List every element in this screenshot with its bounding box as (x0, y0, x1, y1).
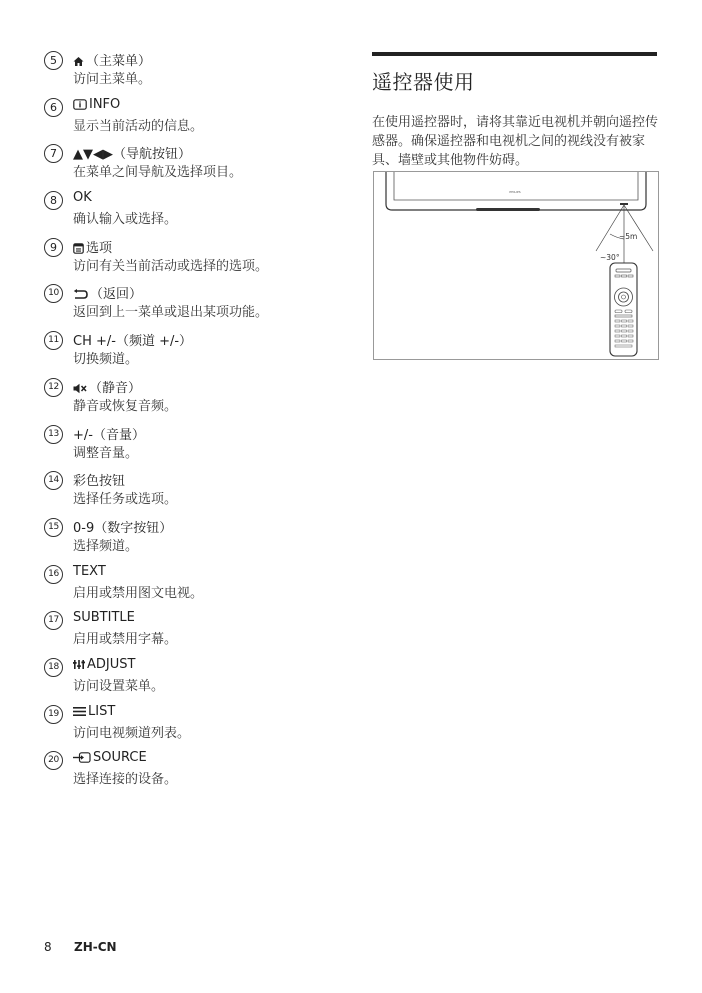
item-number: 20 (44, 751, 63, 770)
item-title (73, 750, 147, 765)
list-item (44, 468, 344, 515)
item-description: 访问主菜单。 (73, 72, 152, 87)
page-footer (44, 940, 117, 954)
home-icon (73, 56, 84, 67)
item-number: 5 (44, 51, 63, 70)
page-number: 8 (44, 940, 52, 954)
item-title-text: 选项 (86, 240, 113, 256)
item-title-text: （主菜单） (86, 54, 152, 69)
item-number: 12 (44, 378, 63, 397)
mute-icon (73, 383, 87, 394)
item-title: CH +/-（频道 +/-） (73, 334, 193, 350)
item-number: 7 (44, 144, 63, 163)
item-description: 访问有关当前活动或选择的选项。 (73, 258, 269, 274)
item-description: 切换频道。 (73, 352, 139, 368)
list-item (44, 748, 344, 795)
list-item (44, 281, 344, 328)
list-item (44, 188, 344, 235)
item-title (73, 97, 120, 112)
button-description-list (44, 48, 344, 795)
item-title (73, 657, 135, 672)
item-title: ▲▼◀▶（导航按钮） (73, 147, 191, 163)
item-title-text: （静音） (89, 380, 142, 396)
options-icon (73, 243, 84, 254)
item-title: OK (73, 190, 92, 206)
item-description: 启用或禁用字幕。 (73, 632, 178, 648)
list-item (44, 235, 344, 282)
item-description: 访问电视频道列表。 (73, 725, 191, 741)
item-number: 6 (44, 98, 63, 117)
item-description: 确认输入或选择。 (73, 212, 178, 228)
item-description: 选择频道。 (73, 538, 139, 554)
item-number: 8 (44, 191, 63, 210)
item-description: 返回到上一菜单或退出某项功能。 (73, 305, 269, 321)
item-number: 18 (44, 658, 63, 677)
item-number: 17 (44, 611, 63, 630)
list-item (44, 608, 344, 655)
item-number: 15 (44, 518, 63, 537)
list-item (44, 95, 344, 142)
item-title-text: （返回） (90, 287, 143, 303)
list-icon (73, 706, 86, 717)
source-icon (73, 752, 91, 763)
item-number: 19 (44, 705, 63, 724)
item-description: 启用或禁用图文电视。 (73, 585, 204, 601)
list-item (44, 515, 344, 562)
ir-sensor (620, 203, 628, 205)
item-number: 13 (44, 425, 63, 444)
item-title: +/-（音量） (73, 427, 145, 443)
item-description: 选择任务或选项。 (73, 492, 178, 508)
item-title: TEXT (73, 563, 106, 579)
item-title (73, 704, 115, 719)
info-icon (73, 99, 87, 110)
adjust-icon (73, 659, 85, 670)
list-item (44, 375, 344, 422)
remote-usage-section (372, 52, 659, 170)
section-paragraph: 在使用遥控器时，请将其靠近电视机并朝向遥控传感器。确保遥控器和电视机之间的视线没有被家具、墙壁或其他物件妨碍。 (372, 115, 659, 168)
item-number: 14 (44, 471, 63, 490)
list-item (44, 141, 344, 188)
item-description: 显示当前活动的信息。 (73, 118, 204, 134)
back-icon (73, 289, 88, 300)
item-title: 0-9（数字按钮） (73, 520, 173, 536)
item-number: 10 (44, 284, 63, 303)
item-number: 16 (44, 565, 63, 584)
list-item (44, 655, 344, 702)
item-title-text: ADJUST (87, 656, 136, 672)
item-title (73, 237, 112, 256)
list-item (44, 702, 344, 749)
item-title-text: SOURCE (93, 750, 147, 766)
angle-label: ~30° (600, 253, 620, 262)
item-description: 访问设置菜单。 (73, 678, 165, 694)
illustration-svg (374, 172, 658, 359)
item-title: SUBTITLE (73, 610, 135, 626)
list-item (44, 328, 344, 375)
item-title-text: INFO (89, 96, 121, 112)
item-number: 9 (44, 238, 63, 257)
item-title (73, 283, 142, 302)
section-heading: 遥控器使用 (372, 70, 475, 94)
item-description: 在菜单之间导航及选择项目。 (73, 165, 243, 181)
item-description: 选择连接的设备。 (73, 772, 178, 788)
item-title: 彩色按钮 (73, 474, 126, 490)
item-number: 11 (44, 331, 63, 350)
item-description: 调整音量。 (73, 445, 139, 461)
remote-usage-illustration (373, 171, 659, 360)
remote-control (610, 263, 637, 356)
item-description: 静音或恢复音频。 (73, 398, 178, 414)
language-code: ZH-CN (74, 940, 117, 954)
list-item (44, 422, 344, 469)
section-rule (372, 52, 657, 56)
list-item (44, 48, 344, 95)
item-title (73, 377, 141, 396)
item-title-text: LIST (88, 703, 116, 719)
list-item (44, 562, 344, 609)
tv-brand-label: PHILIPS (509, 190, 521, 194)
item-title (73, 50, 151, 69)
tv-stand-base (476, 208, 540, 211)
distance-label: ~5m (619, 232, 638, 241)
